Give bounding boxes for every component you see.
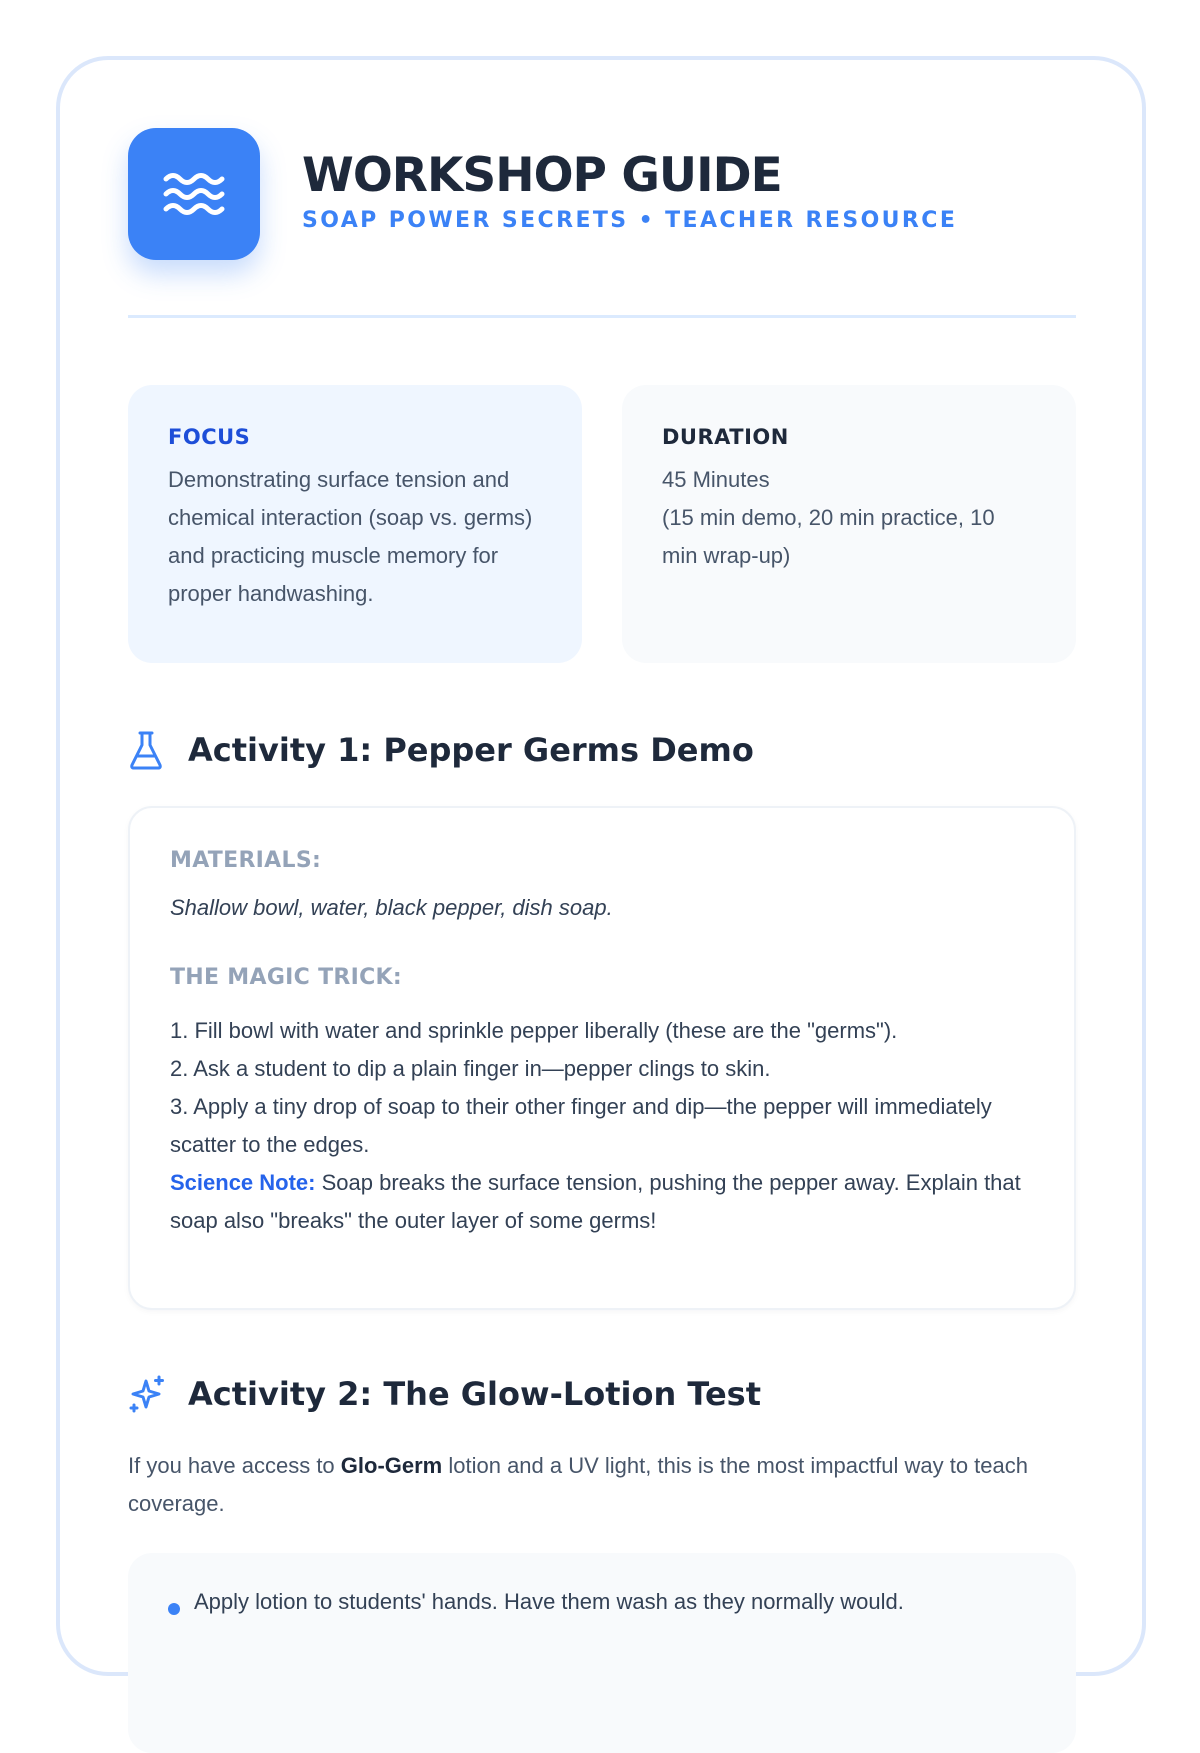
science-note-label: Science Note: [170, 1170, 316, 1195]
science-note [170, 1164, 1034, 1240]
sparkles-icon [128, 1374, 166, 1414]
duration-box [622, 385, 1076, 663]
step-item: 1. Fill bowl with water and sprinkle pepper liberally (these are the "germs"). [170, 1018, 898, 1043]
activity-2-title: Activity 2: The Glow-Lotion Test [188, 1375, 762, 1413]
intro-text-before: If you have access to [128, 1453, 341, 1478]
activity-2-intro [128, 1447, 1076, 1523]
activity-1-heading [128, 730, 754, 770]
waves-icon [162, 169, 226, 219]
activity-1-title: Activity 1: Pepper Germs Demo [188, 731, 754, 769]
magic-trick-steps [170, 1012, 1034, 1240]
focus-box [128, 385, 582, 663]
page-title: WORKSHOP GUIDE [302, 148, 782, 203]
duration-label: DURATION [662, 425, 789, 449]
focus-text: Demonstrating surface tension and chemical interaction (soap vs. germs) and practicing muscle memory for proper handwashing. [168, 467, 533, 606]
materials-label: MATERIALS: [170, 848, 322, 873]
glo-germ-term: Glo-Germ [340, 1453, 443, 1478]
science-note-text: Soap breaks the surface tension, pushing the pepper away. Explain that soap also "breaks" the outer layer of some germs! [170, 1170, 1021, 1233]
activity-1-card [128, 806, 1076, 1310]
logo-badge [128, 128, 260, 260]
duration-line-1: 45 Minutes [662, 467, 770, 492]
page-subtitle: SOAP POWER SECRETS • TEACHER RESOURCE [302, 208, 958, 233]
intro-text-after: lotion and a UV light, this is the most impactful way to teach coverage. [128, 1453, 1028, 1516]
magic-trick-label: THE MAGIC TRICK: [170, 965, 402, 990]
materials-text: Shallow bowl, water, black pepper, dish soap. [170, 895, 613, 920]
header-divider [128, 315, 1076, 318]
flask-icon [128, 730, 166, 770]
duration-line-2: (15 min demo, 20 min practice, 10 min wrap-up) [662, 505, 995, 568]
step-item: 2. Ask a student to dip a plain finger in—pepper clings to skin. [170, 1056, 771, 1081]
list-item [194, 1583, 1036, 1621]
guide-header [128, 128, 1076, 318]
bullet-dot [168, 1603, 180, 1615]
list-item-text: Apply lotion to students' hands. Have them wash as they normally would. [194, 1589, 904, 1614]
activity-2-steps-box [128, 1553, 1076, 1753]
focus-label: FOCUS [168, 425, 251, 449]
activity-2-heading [128, 1374, 761, 1414]
step-item: 3. Apply a tiny drop of soap to their other finger and dip—the pepper will immediately scatter to the edges. [170, 1094, 992, 1157]
